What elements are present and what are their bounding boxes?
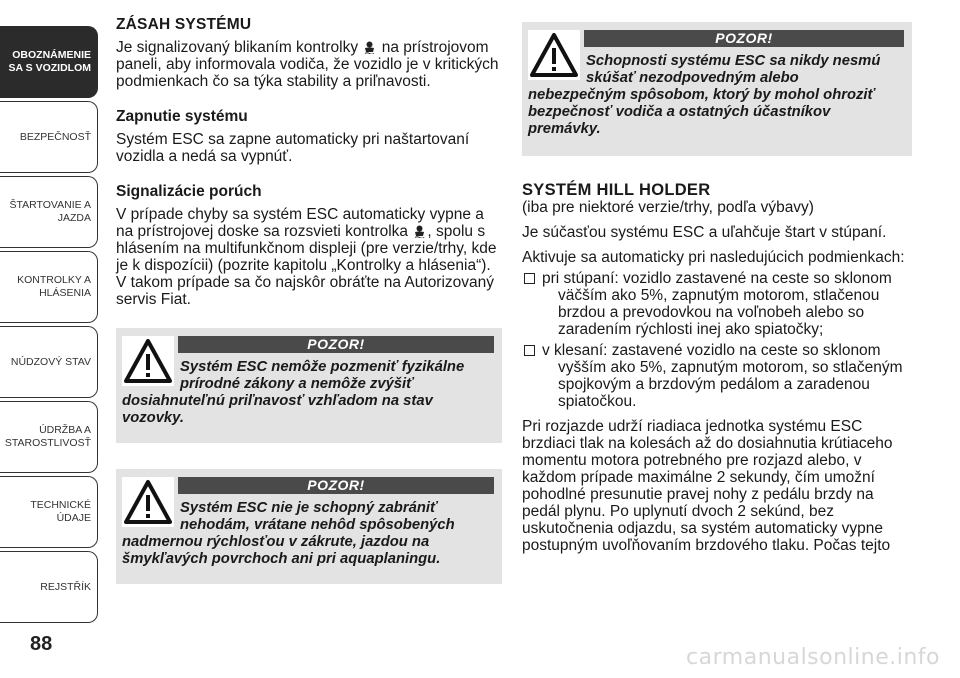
warning-header: POZOR! (178, 336, 494, 353)
esc-warning-light-icon (364, 41, 375, 54)
tab-kontrolky[interactable]: KONTROLKY A HLÁSENIA (0, 251, 98, 323)
watermark-logo: carmanualsonline.info (686, 645, 940, 670)
page-number: 88 (30, 633, 53, 655)
paragraph-activation: Systém ESC sa zapne automaticky pri naštartovaní vozidla a nedá sa vypnúť. (116, 131, 470, 165)
warning-text: Systém ESC nie je schopný zabrániť nehodám, vrátane nehôd spôsobených nadmernou rýchlosťou v zákrute, jazdou na šmykľavých povrchoch ani pri aquaplaningu. (122, 500, 455, 567)
tab-oboznamenie[interactable]: OBOZNÁMENIE SA S VOZIDLOM (0, 26, 98, 98)
warning-box-testing (522, 22, 912, 156)
list-item: pri stúpaní: vozidlo zastavené na ceste so sklonom väčším ako 5%, zapnutým motorom, stlačenou brzdou a prevodovkou na voľnobeh alebo so zaradením rýchlosti inej ako spiatočky; (522, 270, 912, 338)
warning-header: POZOR! (178, 477, 494, 494)
conditions-list (522, 270, 912, 410)
esc-warning-light-icon (414, 225, 425, 238)
tab-bezpecnost[interactable]: BEZPEČNOSŤ (0, 101, 98, 173)
left-column (116, 16, 502, 584)
warning-text: Systém ESC nemôže pozmeniť fyzikálne prírodné zákony a nemôže zvýšiť dosiahnuteľnú priľnavosť vzhľadom na stav vozovky. (122, 359, 465, 426)
subheading-fault-signals: Signalizácie porúch (116, 183, 262, 200)
warning-triangle-icon (528, 30, 580, 80)
tab-rejstrik[interactable]: REJSTŘÍK (0, 551, 98, 623)
warning-box-accidents (116, 469, 502, 584)
paragraph-hill-holder-operation: Pri rozjazde udrží riadiaca jednotka systému ESC brzdiaci tlak na kolesách až do dosiahnutia krútiaceho momentu motora potrebného pre rozjazd alebo, v každom prípade maximálne 2 sekundy, čím umožní pohodlné presunutie pravej nohy z pedálu brzdy na pedál plynu. Po uplynutí dvoch 2 sekúnd, bez uskutočnenia odjazdu, sa systém automaticky vypne postupným uvoľňovaním brzdového tlaku. Počas tejto (522, 418, 893, 554)
section-subtitle: (iba pre niektoré verzie/trhy, podľa výbavy) (522, 199, 814, 216)
warning-header: POZOR! (584, 30, 904, 47)
checkbox-bullet-icon (524, 345, 535, 356)
paragraph-intervention: Je signalizovaný blikaním kontrolky na prístrojovom paneli, aby informovala vodiča, že vozidlo je v kritických podmienkach čo sa týka stability a priľnavosti. (116, 39, 499, 90)
right-column (522, 22, 912, 562)
paragraph-hill-holder-intro: Je súčasťou systému ESC a uľahčuje štart v stúpaní. (522, 224, 887, 241)
warning-triangle-icon (122, 477, 174, 527)
checkbox-bullet-icon (524, 273, 535, 284)
tab-udrzba[interactable]: ÚDRŽBA A STAROSTLIVOSŤ (0, 401, 98, 473)
tab-startovanie[interactable]: ŠTARTOVANIE A JAZDA (0, 176, 98, 248)
tab-nudzovy-stav[interactable]: NÚDZOVÝ STAV (0, 326, 98, 398)
paragraph-faults: V prípade chyby sa systém ESC automaticky vypne a na prístrojovej doske sa rozsvieti kontrolka , spolu s hlásením na multifunkčnom displeji (pre verzie/trhy, kde je k dispozícii) (pozrite kapitolu „Kontrolky a hlásenia“). V takom prípade sa čo najskôr obráťte na Autorizovaný servis Fiat. (116, 206, 497, 308)
warning-triangle-icon (122, 336, 174, 386)
subheading-activation: Zapnutie systému (116, 108, 248, 125)
warning-text: Schopnosti systému ESC sa nikdy nesmú skúšať nezodpovedným alebo nebezpečným spôsobom, ktorý by mohol ohroziť bezpečnosť vodiča a ostatných účastníkov premávky. (528, 53, 881, 137)
list-item: v klesaní: zastavené vozidlo na ceste so sklonom vyšším ako 5%, zapnutým motorom, so stlačeným spojkovým a brzdovým pedálom a zaradenou spiatočkou. (522, 342, 912, 410)
tab-technicke-udaje[interactable]: TECHNICKÉ ÚDAJE (0, 476, 98, 548)
warning-box-physics (116, 328, 502, 443)
section-title-esc-intervention: ZÁSAH SYSTÉMU (116, 16, 252, 33)
paragraph-activation-conditions: Aktivuje sa automaticky pri nasledujúcich podmienkach: (522, 249, 905, 266)
chapter-tabs (0, 0, 100, 640)
section-title-hill-holder: SYSTÉM HILL HOLDER (522, 181, 711, 199)
